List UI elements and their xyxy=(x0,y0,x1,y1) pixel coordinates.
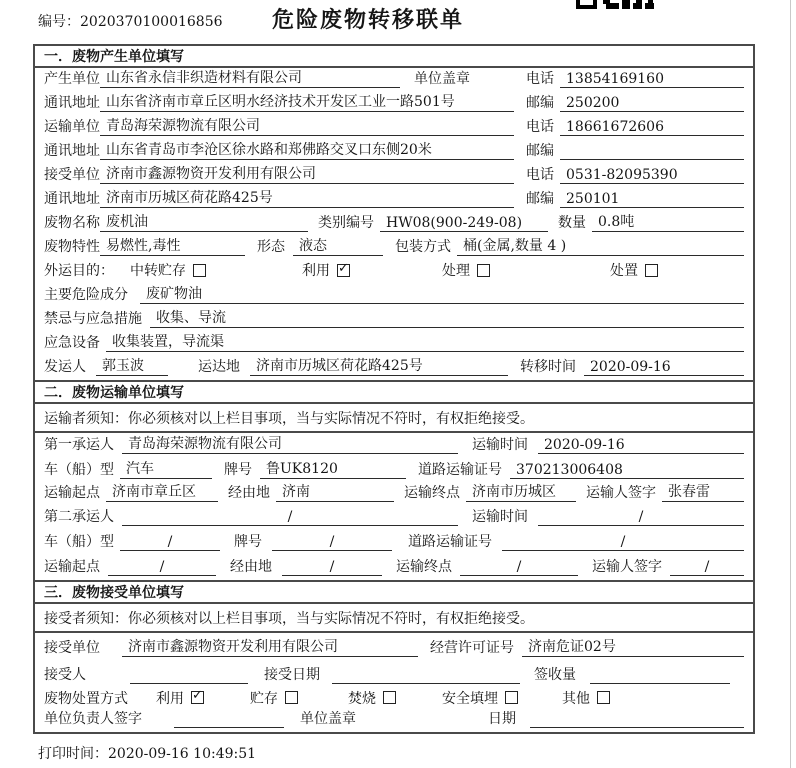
vehicle-1-row xyxy=(35,458,753,483)
serial-label: 编号： xyxy=(38,14,80,30)
waste-properties-row xyxy=(35,236,753,260)
disposal-option-incinerate xyxy=(348,688,396,708)
destination-label: 运达地 xyxy=(198,359,240,375)
checkbox-other xyxy=(597,691,610,704)
receiver-phone-value: 0531-82095390 xyxy=(560,167,744,184)
accept-date-label: 接受日期 xyxy=(264,667,320,683)
serial-value: 2020370100016856 xyxy=(80,14,223,30)
route-end-value: / xyxy=(460,559,578,576)
road-license-label: 道路运输证号 xyxy=(408,534,492,550)
disposal-option-store xyxy=(250,688,298,708)
producer-address-value: 山东省济南市章丘区明水经济技术开发区工业一路501号 xyxy=(100,91,514,112)
plate-value: / xyxy=(272,534,392,551)
quantity-value: 0.8吨 xyxy=(592,211,744,232)
transport-time-value: 2020-09-16 xyxy=(538,437,744,454)
transport-time-label: 运输时间 xyxy=(472,509,528,525)
checkbox-transfer-storage xyxy=(193,264,206,277)
transporter-address-row xyxy=(35,140,753,164)
road-license-value: 370213006408 xyxy=(510,462,744,479)
taboo-measures-value: 收集、导流 xyxy=(150,307,744,328)
transporter-zip-value xyxy=(560,159,744,160)
route-start-value: 济南市章丘区 xyxy=(106,481,218,502)
route-start-label: 运输起点 xyxy=(44,485,100,501)
disposal-option-landfill xyxy=(442,688,518,708)
purpose-option-dispose xyxy=(610,260,658,280)
producer-unit-value: 山东省永信非织造材料有限公司 xyxy=(100,67,400,88)
print-time xyxy=(38,743,256,763)
packaging-value: 桶(金属,数量 4 ) xyxy=(457,235,744,256)
responsible-sign-value xyxy=(174,727,284,728)
receiver-unit-value: 济南市鑫源物资开发利用有限公司 xyxy=(100,163,514,184)
carrier-sign-label: 运输人签字 xyxy=(586,485,656,501)
option-label: 中转贮存 xyxy=(130,263,186,279)
waste-properties-label: 废物特性 xyxy=(44,239,100,255)
zip-label: 邮编 xyxy=(526,191,554,207)
producer-unit-label: 产生单位 xyxy=(44,71,100,87)
purpose-option-utilize xyxy=(302,260,350,280)
vehicle-type-value: 汽车 xyxy=(120,458,212,479)
transfer-time-label: 转移时间 xyxy=(520,359,576,375)
option-label: 处置 xyxy=(610,263,638,279)
checkbox-landfill xyxy=(505,691,518,704)
route-1-row xyxy=(35,483,753,506)
receiver-phone-group xyxy=(526,164,744,184)
checkbox-dispose xyxy=(645,264,658,277)
waste-properties-value: 易燃性,毒性 xyxy=(100,235,245,256)
address-label: 通讯地址 xyxy=(44,191,100,207)
transporter-notice-text: 你必须核对以上栏目事项，当与实际情况不符时，有权拒绝接受。 xyxy=(128,410,534,427)
route-via-value: 济南 xyxy=(276,481,394,502)
receiver-address-row xyxy=(35,188,753,212)
transporter-notice-row xyxy=(35,404,753,433)
section-2-title: 二．废物运输单位填写 xyxy=(35,380,753,404)
acceptor-row xyxy=(35,661,753,688)
section-1-title: 一．废物产生单位填写 xyxy=(35,46,753,68)
waste-name-row xyxy=(35,212,753,236)
vehicle-type-label: 车（船）型 xyxy=(44,534,114,550)
receive-unit-label: 接受单位 xyxy=(44,640,100,656)
producer-unit-row xyxy=(35,68,753,92)
receiver-unit-row xyxy=(35,164,753,188)
hazard-components-label: 主要危险成分 xyxy=(44,287,128,303)
quantity-label: 数量 xyxy=(558,215,586,231)
transporter-notice-label: 运输者须知： xyxy=(44,410,128,427)
producer-phone-group xyxy=(526,68,744,88)
transporter-unit-row xyxy=(35,116,753,140)
document-header xyxy=(0,0,796,44)
qr-code-fragment xyxy=(576,0,656,9)
zip-label: 邮编 xyxy=(526,143,554,159)
receiver-address-value: 济南市历城区荷花路425号 xyxy=(100,187,514,208)
destination-value: 济南市历城区荷花路425号 xyxy=(250,355,508,376)
acceptor-value xyxy=(130,683,248,684)
disposal-option-utilize xyxy=(156,688,204,708)
emergency-equipment-label: 应急设备 xyxy=(44,335,100,351)
phone-label: 电话 xyxy=(526,119,554,135)
receiver-zip-group xyxy=(526,188,744,208)
plate-label: 牌号 xyxy=(224,462,252,478)
receiver-unit-label: 接受单位 xyxy=(44,167,100,183)
receiver-notice-row xyxy=(35,604,753,633)
unit-seal-label: 单位盖章 xyxy=(300,711,356,727)
phone-label: 电话 xyxy=(526,167,554,183)
carrier-sign-value: / xyxy=(670,559,744,576)
dispatch-row xyxy=(35,356,753,380)
category-code-value: HW08(900-249-08) xyxy=(380,215,548,232)
receiver-notice-text: 你必须核对以上栏目事项，当与实际情况不符时，有权拒绝接受。 xyxy=(128,610,534,627)
unit-seal-label: 单位盖章 xyxy=(414,71,470,87)
transfer-purpose-label: 外运目的： xyxy=(44,263,114,279)
taboo-measures-row xyxy=(35,308,753,332)
road-license-value: / xyxy=(502,534,744,551)
checkbox-utilize xyxy=(337,264,350,277)
operating-license-value: 济南危证02号 xyxy=(522,636,744,657)
transporter-unit-label: 运输单位 xyxy=(44,119,100,135)
option-label: 焚烧 xyxy=(348,690,376,707)
transport-time-label: 运输时间 xyxy=(472,437,528,453)
route-end-label: 运输终点 xyxy=(396,559,452,575)
plate-label: 牌号 xyxy=(234,534,262,550)
second-carrier-row xyxy=(35,506,753,530)
route-start-label: 运输起点 xyxy=(44,559,100,575)
receive-unit-value: 济南市鑫源物资开发利用有限公司 xyxy=(122,636,418,657)
taboo-measures-label: 禁忌与应急措施 xyxy=(44,311,142,327)
date-label: 日期 xyxy=(488,711,516,727)
date-value xyxy=(530,727,744,728)
transport-time-value: / xyxy=(538,509,744,526)
form-state-value: 液态 xyxy=(293,235,383,256)
waste-transfer-form xyxy=(33,44,755,734)
category-code-label: 类别编号 xyxy=(318,215,374,231)
route-end-label: 运输终点 xyxy=(404,485,460,501)
receive-unit-row xyxy=(35,633,753,661)
dispatcher-value: 郭玉波 xyxy=(96,355,168,376)
option-label: 安全填埋 xyxy=(442,690,498,707)
address-label: 通讯地址 xyxy=(44,143,100,159)
carrier-sign-label: 运输人签字 xyxy=(592,559,662,575)
route-2-row xyxy=(35,555,753,580)
hazard-components-row xyxy=(35,284,753,308)
checkbox-store xyxy=(285,691,298,704)
second-carrier-value: / xyxy=(122,509,458,526)
option-label: 贮存 xyxy=(250,690,278,707)
responsible-sign-row xyxy=(35,711,753,732)
route-via-label: 经由地 xyxy=(230,559,272,575)
vehicle-type-value: / xyxy=(120,534,220,551)
signed-quantity-label: 签收量 xyxy=(534,667,576,683)
producer-zip-group xyxy=(526,92,744,112)
first-carrier-value: 青岛海荣源物流有限公司 xyxy=(122,433,458,454)
transporter-phone-group xyxy=(526,116,744,136)
transporter-phone-value: 18661672606 xyxy=(560,119,744,136)
option-label: 其他 xyxy=(562,690,590,707)
producer-address-row xyxy=(35,92,753,116)
zip-label: 邮编 xyxy=(526,95,554,111)
option-label: 利用 xyxy=(156,690,184,707)
waste-name-value: 废机油 xyxy=(100,211,308,232)
form-state-label: 形态 xyxy=(257,239,285,255)
acceptor-label: 接受人 xyxy=(44,667,86,683)
signed-quantity-value xyxy=(590,683,730,684)
disposal-option-other xyxy=(562,688,610,708)
transporter-address-value: 山东省青岛市李沧区徐水路和郑佛路交叉口东侧20米 xyxy=(100,139,514,160)
receiver-zip-value: 250101 xyxy=(560,191,744,208)
responsible-sign-label: 单位负责人签字 xyxy=(44,711,142,727)
address-label: 通讯地址 xyxy=(44,95,100,111)
vehicle-2-row xyxy=(35,530,753,555)
print-time-label: 打印时间： xyxy=(38,746,108,762)
emergency-equipment-value: 收集装置，导流渠 xyxy=(106,331,744,352)
first-carrier-label: 第一承运人 xyxy=(44,437,114,453)
transporter-unit-value: 青岛海荣源物流有限公司 xyxy=(100,115,514,136)
route-via-label: 经由地 xyxy=(228,485,270,501)
option-label: 利用 xyxy=(302,263,330,279)
hazard-components-value: 废矿物油 xyxy=(140,283,744,304)
packaging-label: 包装方式 xyxy=(395,239,451,255)
page-right-edge xyxy=(790,0,791,768)
plate-value: 鲁UK8120 xyxy=(260,458,406,479)
route-end-value: 济南市历城区 xyxy=(466,481,576,502)
first-carrier-row xyxy=(35,433,753,458)
road-license-label: 道路运输证号 xyxy=(418,462,502,478)
accept-date-value xyxy=(332,683,520,684)
vehicle-type-label: 车（船）型 xyxy=(44,462,114,478)
second-carrier-label: 第二承运人 xyxy=(44,509,114,525)
waste-name-label: 废物名称 xyxy=(44,215,100,231)
transporter-zip-group xyxy=(526,140,744,160)
section-3-title: 三．废物接受单位填写 xyxy=(35,580,753,604)
producer-zip-value: 250200 xyxy=(560,95,744,112)
receiver-notice-label: 接受者须知： xyxy=(44,610,128,627)
purpose-option-transfer-storage xyxy=(130,260,206,280)
disposal-method-row xyxy=(35,688,753,711)
checkbox-utilize xyxy=(191,691,204,704)
checkbox-incinerate xyxy=(383,691,396,704)
carrier-sign-value: 张春雷 xyxy=(662,481,744,502)
transfer-time-value: 2020-09-16 xyxy=(584,359,744,376)
purpose-option-treat xyxy=(442,260,490,280)
option-label: 处理 xyxy=(442,263,470,279)
route-via-value: / xyxy=(282,559,382,576)
transfer-purpose-row xyxy=(35,260,753,284)
emergency-equipment-row xyxy=(35,332,753,356)
print-time-value: 2020-09-16 10:49:51 xyxy=(108,746,257,762)
phone-label: 电话 xyxy=(526,71,554,87)
producer-phone-value: 13854169160 xyxy=(560,71,744,88)
disposal-method-label: 废物处置方式 xyxy=(44,690,128,707)
route-start-value: / xyxy=(108,559,216,576)
checkbox-treat xyxy=(477,264,490,277)
operating-license-label: 经营许可证号 xyxy=(430,640,514,656)
form-title: 危险废物转移联单 xyxy=(271,8,464,33)
dispatcher-label: 发运人 xyxy=(44,359,86,375)
